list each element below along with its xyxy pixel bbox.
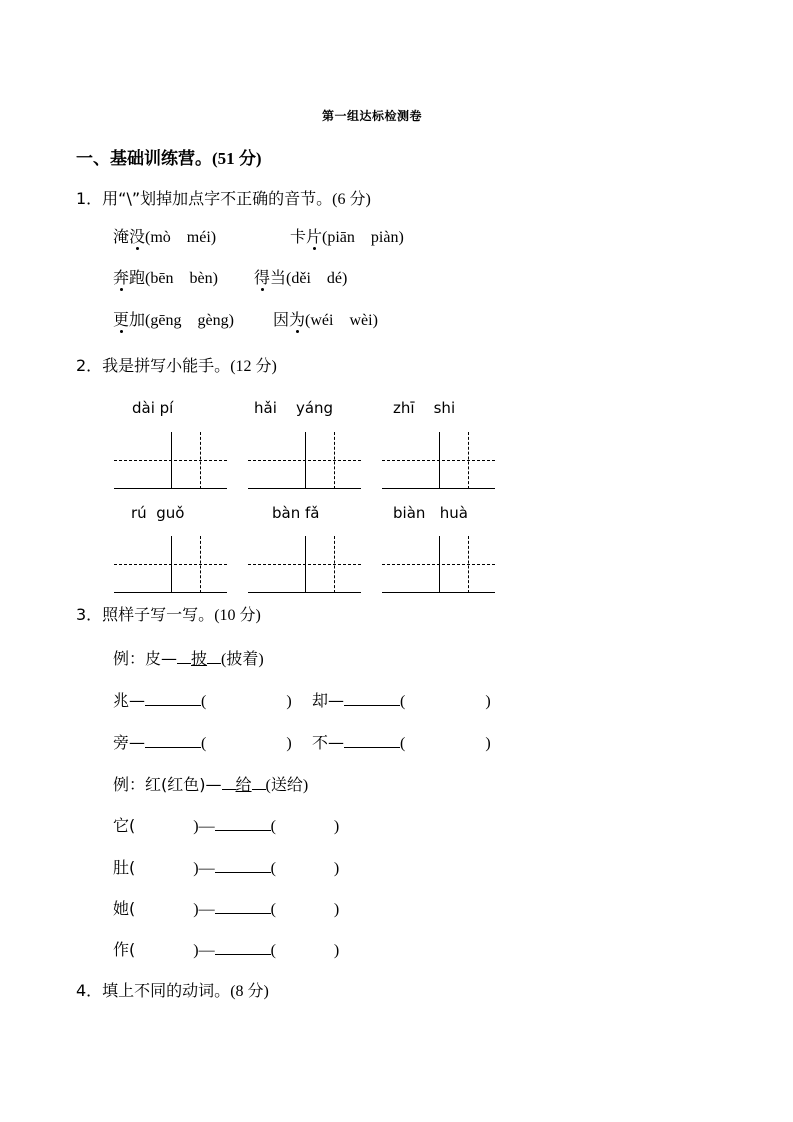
question-3-prompt — [76, 607, 261, 624]
paren-open: ( — [270, 901, 276, 918]
q3-row-4 — [113, 858, 339, 877]
paren-close-dash: )— — [193, 860, 215, 877]
underline — [207, 649, 221, 664]
q3-char: 她( — [113, 899, 136, 918]
answer-blank[interactable] — [215, 858, 271, 873]
q1-dotted-char: 为 — [289, 310, 306, 329]
q1-item-5 — [113, 312, 234, 329]
q1-pinyin-options[interactable]: (bēn bèn) — [145, 270, 218, 287]
paren-close: ) — [333, 860, 340, 877]
section-score: (51 分) — [212, 149, 262, 168]
paren-open: ( — [270, 818, 276, 835]
question-4-prompt — [76, 983, 269, 1000]
q2-pinyin-6: biàn huà — [393, 504, 468, 522]
q3-char: 肚( — [113, 858, 136, 877]
answer-blank[interactable] — [215, 940, 271, 955]
paren-open: ( — [201, 735, 207, 752]
q1-item-6 — [273, 312, 378, 329]
paren-close: ) — [333, 818, 340, 835]
example-tail: (送给) — [265, 777, 309, 794]
q1-dotted-char: 更 — [113, 310, 130, 329]
paren-open: ( — [201, 693, 207, 710]
section-label: 一、基础训练营。 — [76, 149, 212, 169]
q3-char: 旁— — [113, 733, 146, 752]
q3-row-3 — [113, 816, 339, 835]
underline — [222, 775, 236, 790]
q3-row-1-left — [113, 691, 292, 710]
paren-open: ( — [270, 860, 276, 877]
q3-example-2 — [113, 775, 308, 794]
underline — [252, 775, 266, 790]
answer-blank[interactable] — [145, 691, 201, 706]
question-1-score: (6 分) — [332, 191, 371, 208]
q1-char: 因 — [273, 310, 290, 329]
paren-close: ) — [333, 901, 340, 918]
question-2-prompt — [76, 358, 277, 375]
answer-blank[interactable] — [145, 733, 201, 748]
paren-close: ) — [333, 942, 340, 959]
underline — [177, 649, 191, 664]
paren-open: ( — [270, 942, 276, 959]
q2-pinyin-4: rú guǒ — [131, 504, 185, 522]
paren-close: ) — [485, 735, 491, 752]
q2-writing-grid-5[interactable] — [248, 536, 361, 593]
paren-close-dash: )— — [193, 942, 215, 959]
q2-pinyin-5: bàn fǎ — [272, 504, 320, 522]
q2-writing-grid-1[interactable] — [114, 432, 227, 489]
paren-close-dash: )— — [193, 901, 215, 918]
q2-pinyin-2: hǎi yáng — [254, 399, 334, 417]
q3-row-2-right — [312, 733, 491, 752]
paren-close: ) — [286, 735, 292, 752]
question-4-text: 4．填上不同的动词。 — [76, 981, 231, 1000]
paren-close: ) — [485, 693, 491, 710]
q1-char: 淹 — [113, 227, 130, 246]
q1-char: 加 — [129, 310, 146, 329]
question-3-text: 3．照样子写一写。 — [76, 605, 215, 624]
paren-open: ( — [400, 693, 406, 710]
section-heading — [76, 150, 262, 168]
paren-close-dash: )— — [193, 818, 215, 835]
document-title: 第一组达标检测卷 — [322, 109, 423, 123]
q3-row-1-right — [312, 691, 491, 710]
example-tail: (披着) — [221, 651, 264, 668]
q1-pinyin-options[interactable]: (gēng gèng) — [145, 312, 234, 329]
question-3-score: (10 分) — [214, 607, 261, 624]
q2-writing-grid-2[interactable] — [248, 432, 361, 489]
example-lead: 例：皮— — [113, 649, 178, 668]
paren-open: ( — [400, 735, 406, 752]
question-4-score: (8 分) — [230, 983, 269, 1000]
answer-blank[interactable] — [215, 816, 271, 831]
q3-example-1 — [113, 649, 264, 668]
q2-writing-grid-6[interactable] — [382, 536, 495, 593]
q1-pinyin-options[interactable]: (piān piàn) — [322, 229, 404, 246]
q2-pinyin-1: dài pí — [132, 399, 174, 417]
example-lead: 例：红(红色)— — [113, 775, 222, 794]
example-answer: 披 — [191, 649, 208, 668]
q1-item-2 — [290, 229, 404, 246]
q1-item-4 — [254, 270, 347, 287]
q2-pinyin-3: zhī shi — [393, 399, 456, 417]
question-2-score: (12 分) — [230, 358, 277, 375]
q3-row-6 — [113, 940, 339, 959]
q3-char: 不— — [312, 733, 345, 752]
q1-dotted-char: 得 — [254, 268, 271, 287]
question-1-text: 1．用“\”划掉加点字不正确的音节。 — [76, 189, 333, 208]
q1-char: 卡 — [290, 227, 307, 246]
q1-pinyin-options[interactable]: (děi dé) — [286, 270, 348, 287]
answer-blank[interactable] — [344, 733, 400, 748]
example-answer: 给 — [235, 775, 252, 794]
q1-item-3 — [113, 270, 218, 287]
q3-char: 作( — [113, 940, 136, 959]
answer-blank[interactable] — [215, 899, 271, 914]
q1-dotted-char: 奔 — [113, 268, 130, 287]
q1-char: 当 — [270, 268, 287, 287]
q1-dotted-char: 片 — [306, 227, 323, 246]
q3-row-2-left — [113, 733, 292, 752]
q1-pinyin-options[interactable]: (wéi wèi) — [305, 312, 378, 329]
answer-blank[interactable] — [344, 691, 400, 706]
q1-pinyin-options[interactable]: (mò méi) — [145, 229, 217, 246]
q1-dotted-char: 没 — [129, 227, 146, 246]
q2-writing-grid-4[interactable] — [114, 536, 227, 593]
question-1-prompt — [76, 191, 371, 208]
q2-writing-grid-3[interactable] — [382, 432, 495, 489]
q3-char: 它( — [113, 816, 136, 835]
q3-row-5 — [113, 899, 339, 918]
q3-char: 兆— — [113, 691, 146, 710]
q1-item-1 — [113, 229, 216, 246]
paren-close: ) — [286, 693, 292, 710]
q1-char: 跑 — [129, 268, 146, 287]
question-2-text: 2．我是拼写小能手。 — [76, 356, 231, 375]
q3-char: 却— — [312, 691, 345, 710]
